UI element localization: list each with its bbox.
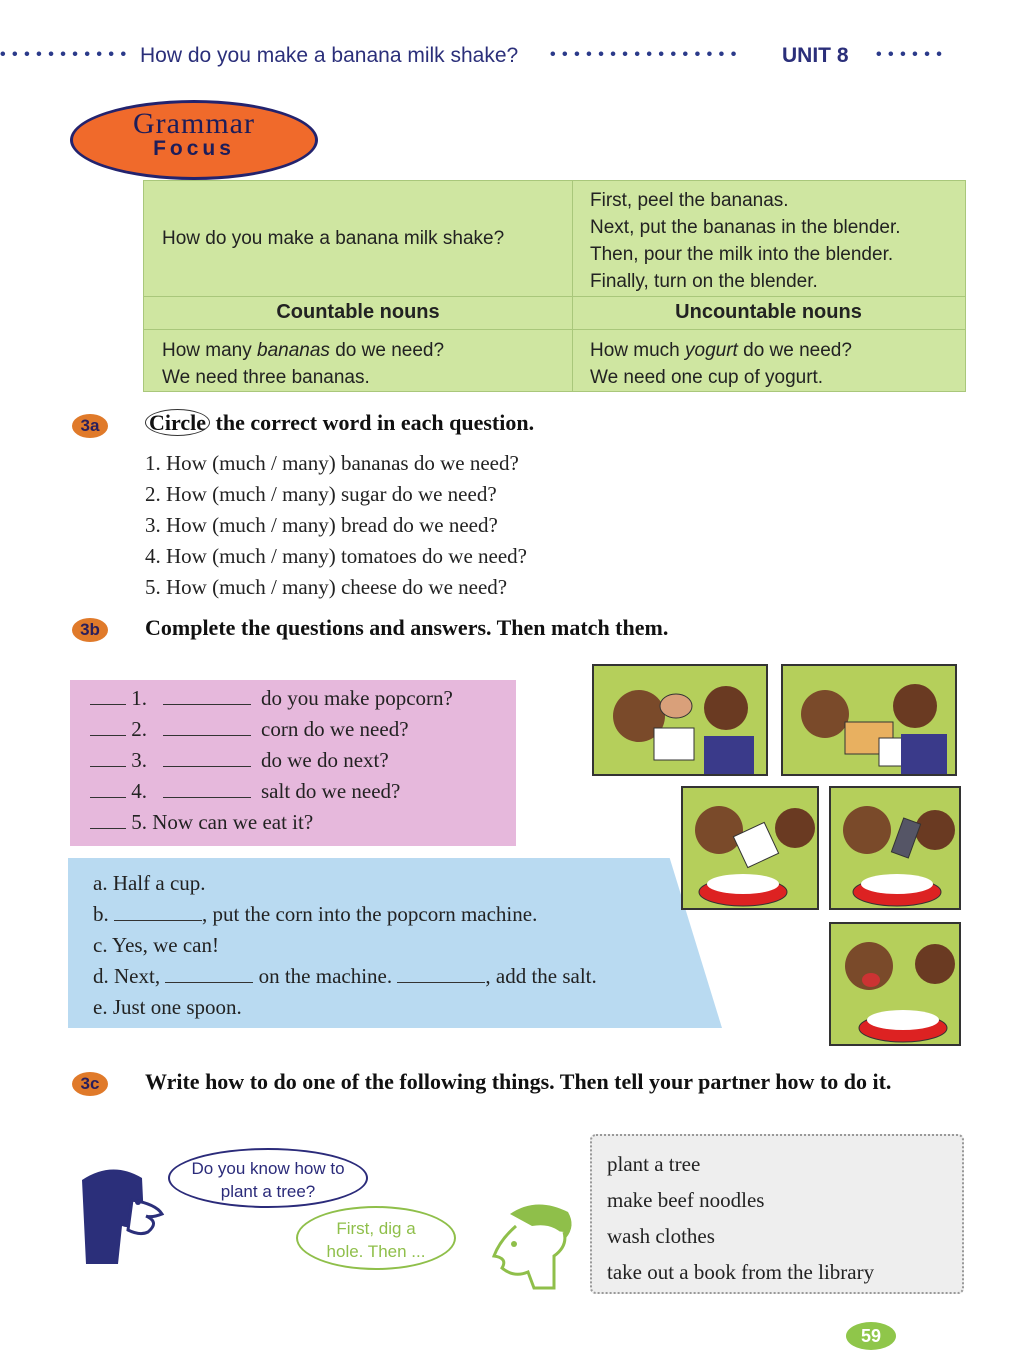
match-blank[interactable] [90,735,126,736]
boy-salt-illustration [683,788,819,910]
match-blank[interactable] [90,797,126,798]
fill-blank[interactable] [114,920,202,921]
cartoon-panel-2 [781,664,957,776]
list-item: 5. Now can we eat it? [90,807,453,838]
badge-line2: Focus [153,137,235,160]
header-dots-left: • • • • • • • • • • • [0,46,128,63]
uncountable-example [590,337,852,391]
header-unit: UNIT 8 [782,44,849,67]
grammar-steps [590,187,901,295]
section-3c-instruction: Write how to do one of the following things. Then tell your partner how to do it. [145,1069,892,1094]
section-3c-options [607,1146,874,1290]
step-4: Finally, turn on the blender. [590,271,818,292]
match-blank[interactable] [90,766,126,767]
badge-line1: Grammar [133,107,255,140]
section-3b-questions [90,683,453,838]
step-3: Then, pour the milk into the blender. [590,244,894,265]
header-dots-right: • • • • • • [876,46,943,63]
speech-bubble-question [168,1148,368,1208]
boy-eating-illustration [831,924,961,1046]
uncountable-question: How much yogurt do we need? [590,340,852,361]
bubble1-line2: plant a tree? [220,1182,316,1201]
cartoon-panel-3 [681,786,819,910]
page-number: 59 [846,1322,896,1350]
page-header [0,42,1024,72]
list-item: 2. How (much / many) sugar do we need? [145,482,497,506]
boy-face-icon [480,1196,580,1292]
answer-c: c. Yes, we can! [93,933,219,957]
answer-a: a. Half a cup. [93,871,206,895]
uncountable-answer: We need one cup of yogurt. [590,367,824,388]
countable-example [162,337,444,391]
table-divider-1 [144,296,965,297]
section-3b-marker: 3b [72,618,108,642]
grammar-focus-badge [70,100,318,180]
speech-bubble-answer [296,1206,456,1270]
answer-b: b. , put the corn into the popcorn machine. [93,902,538,926]
list-item: 1. How (much / many) bananas do we need? [145,451,519,475]
header-dots-middle: • • • • • • • • • • • • • • • • [550,46,738,63]
cartoon-panel-1 [592,664,768,776]
countable-question: How many bananas do we need? [162,340,445,361]
countable-answer: We need three bananas. [162,367,370,388]
section-3a-instruction: Circle the correct word in each question. [145,410,534,436]
list-item: wash clothes [607,1224,715,1248]
boy-shaker-illustration [831,788,961,910]
header-title: How do you make a banana milk shake? [140,44,519,67]
bubble1-line1: Do you know how to [191,1159,345,1178]
boy-popcorn-illustration [594,666,768,776]
step-2: Next, put the bananas in the blender. [590,217,901,238]
list-item: 4. How (much / many) tomatoes do we need? [145,544,527,568]
section-3c-marker: 3c [72,1072,108,1096]
section-3b-answers [93,868,597,1023]
section-3a-marker: 3a [72,414,108,438]
countable-header: Countable nouns [276,301,440,323]
circle-word: Circle [145,409,210,436]
answer-e: e. Just one spoon. [93,995,242,1019]
list-item: 4. salt do we need? [90,776,453,807]
table-divider-2 [144,329,965,330]
list-item: 3. do we do next? [90,745,453,776]
fill-blank[interactable] [163,797,251,798]
list-item: make beef noodles [607,1188,765,1212]
fill-blank[interactable] [397,982,485,983]
list-item: 2. corn do we need? [90,714,453,745]
table-divider-vertical [572,181,573,391]
fill-blank[interactable] [163,735,251,736]
list-item: take out a book from the library [607,1260,875,1284]
answer-d: d. Next, on the machine. , add the salt. [93,964,597,988]
list-item: plant a tree [607,1152,701,1176]
grammar-table [143,180,966,392]
grammar-question: How do you make a banana milk shake? [162,228,505,249]
boy-corn-illustration [783,666,957,776]
section-3b-instruction: Complete the questions and answers. Then match them. [145,615,669,640]
fill-blank[interactable] [165,982,253,983]
girl-face-icon [72,1160,176,1270]
list-item: 3. How (much / many) bread do we need? [145,513,498,537]
section-3a-questions [145,448,527,603]
step-1: First, peel the bananas. [590,190,789,211]
list-item: 5. How (much / many) cheese do we need? [145,575,508,599]
match-blank[interactable] [90,704,126,705]
fill-blank[interactable] [163,704,251,705]
bubble2-line2: hole. Then ... [326,1242,426,1261]
list-item: 1. do you make popcorn? [90,683,453,714]
bubble2-line1: First, dig a [336,1219,416,1238]
match-blank[interactable] [90,828,126,829]
cartoon-panel-4 [829,786,961,910]
cartoon-panel-5 [829,922,961,1046]
uncountable-header: Uncountable nouns [675,301,862,323]
fill-blank[interactable] [163,766,251,767]
